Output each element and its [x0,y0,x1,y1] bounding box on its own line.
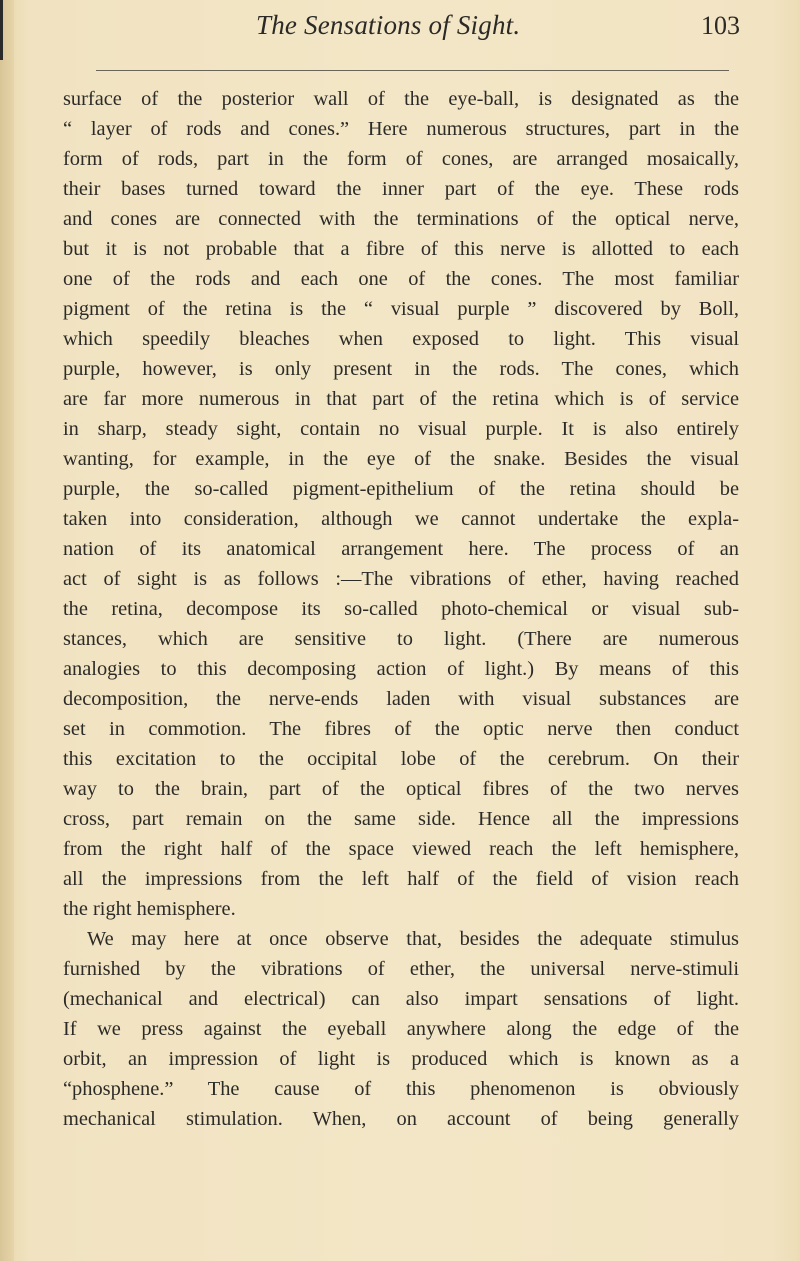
header-rule [96,70,729,71]
page-number: 103 [701,11,740,40]
text-line: purple, the so-called pigment-epithelium of the retina should be [63,478,739,500]
body-text [63,84,739,1134]
text-line: act of sight is as follows :—The vibrations of ether, having reached [63,568,739,590]
text-line: mechanical stimulation. When, on account of being generally [63,1108,739,1130]
text-line: wanting, for example, in the eye of the snake. Besides the visual [63,448,739,470]
text-line: decomposition, the nerve-ends laden with visual substances are [63,688,739,710]
text-line: analogies to this decomposing action of light.) By means of this [63,658,739,680]
text-line: We may here at once observe that, besides the adequate stimulus [87,928,739,950]
text-line: but it is not probable that a fibre of this nerve is allotted to each [63,238,739,260]
text-line: in sharp, steady sight, contain no visual purple. It is also entirely [63,418,739,440]
text-line: taken into consideration, although we cannot undertake the expla- [63,508,739,530]
text-line: stances, which are sensitive to light. (There are numerous [63,628,739,650]
text-line: are far more numerous in that part of the retina which is of service [63,388,739,410]
text-line: furnished by the vibrations of ether, the universal nerve-stimuli [63,958,739,980]
text-line: the retina, decompose its so-called photo-chemical or visual sub- [63,598,739,620]
text-line: which speedily bleaches when exposed to light. This visual [63,328,739,350]
text-line: the right hemisphere. [63,898,236,920]
text-line: (mechanical and electrical) can also impart sensations of light. [63,988,739,1010]
text-line: orbit, an impression of light is produced which is known as a [63,1048,739,1070]
text-line: from the right half of the space viewed reach the left hemisphere, [63,838,739,860]
running-head [60,10,740,50]
text-line: nation of its anatomical arrangement here. The process of an [63,538,739,560]
text-line: set in commotion. The fibres of the optic nerve then conduct [63,718,739,740]
text-line: their bases turned toward the inner part of the eye. These rods [63,178,739,200]
text-line: surface of the posterior wall of the eye-ball, is designated as the [63,88,739,110]
text-line: purple, however, is only present in the rods. The cones, which [63,358,739,380]
text-line: If we press against the eyeball anywhere along the edge of the [63,1018,739,1040]
text-line: pigment of the retina is the “ visual purple ” discovered by Boll, [63,298,739,320]
text-line: “phosphene.” The cause of this phenomenon is obviously [63,1078,739,1100]
text-line: this excitation to the occipital lobe of the cerebrum. On their [63,748,739,770]
text-line: form of rods, part in the form of cones, are arranged mosaically, [63,148,739,170]
page-edge-mark [0,0,3,60]
running-title: The Sensations of Sight. [256,10,521,40]
text-line: one of the rods and each one of the cones. The most familiar [63,268,739,290]
text-line: and cones are connected with the terminations of the optical nerve, [63,208,739,230]
text-line: way to the brain, part of the optical fibres of the two nerves [63,778,739,800]
text-line: all the impressions from the left half of the field of vision reach [63,868,739,890]
gutter-shadow [0,0,14,1261]
text-line: cross, part remain on the same side. Hence all the impressions [63,808,739,830]
text-line: “ layer of rods and cones.” Here numerous structures, part in the [63,118,739,140]
